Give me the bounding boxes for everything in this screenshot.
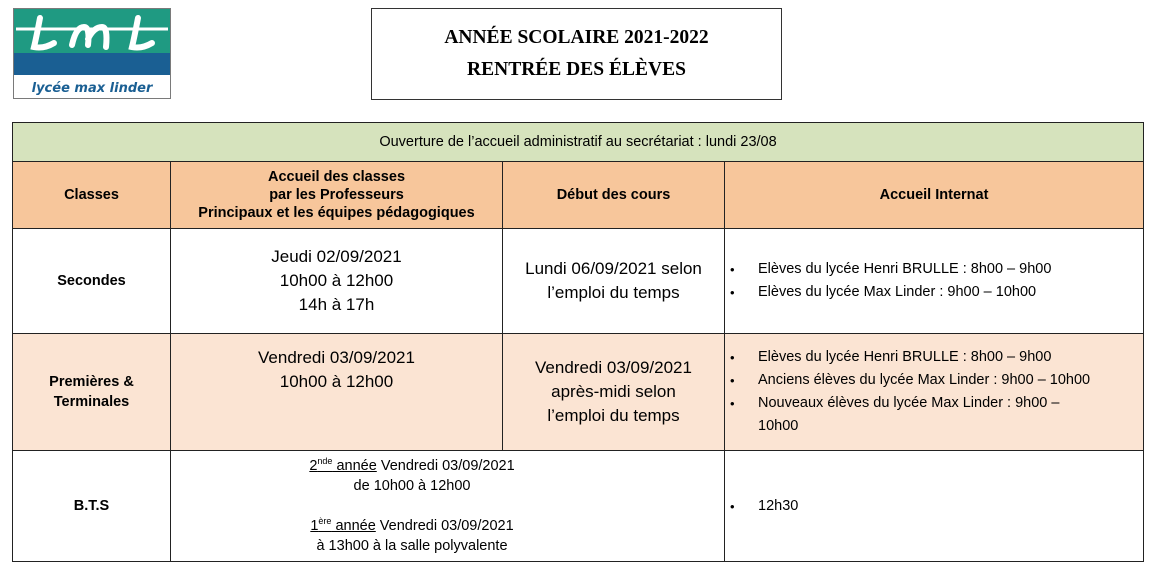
secondes-accueil-time1: 10h00 à 12h00 <box>279 271 394 290</box>
bts-year2-sup: nde <box>317 456 333 467</box>
header-accueil-line3: Principaux et les équipes pédagogiques <box>198 205 475 221</box>
header-row <box>13 162 1144 229</box>
secondes-debut <box>503 229 725 334</box>
list-item: • Elèves du lycée Max Linder : 9h00 – 10h00 <box>758 281 1143 304</box>
bts-year1-date: Vendredi 03/09/2021 <box>375 518 514 534</box>
school-year-title: ANNÉE SCOLAIRE 2021-2022 <box>444 27 709 48</box>
school-logo <box>13 8 171 99</box>
list-item-continuation: 10h00 <box>758 418 799 434</box>
class-secondes: Secondes <box>13 229 171 334</box>
premieres-debut-line1: Vendredi 03/09/2021 <box>535 358 692 377</box>
premieres-debut-line2: après-midi selon <box>551 382 676 401</box>
table-row <box>13 229 1144 334</box>
list-item: • Elèves du lycée Henri BRULLE : 8h00 – 9h00 <box>758 258 1143 281</box>
class-label-line1: Premières & <box>49 374 134 390</box>
secondes-debut-line2: l’emploi du temps <box>547 283 680 302</box>
bts-year2-date: Vendredi 03/09/2021 <box>376 458 515 474</box>
list-item: • 12h30 <box>758 495 1143 518</box>
bts-year2-line <box>301 456 523 476</box>
banner-row <box>13 123 1144 162</box>
table-row <box>13 334 1144 451</box>
spacer <box>301 496 724 516</box>
bts-year1-line <box>301 516 523 536</box>
bts-internat <box>725 451 1144 562</box>
bts-year1-sup: ère <box>318 516 332 527</box>
bts-accueil <box>171 451 725 562</box>
premieres-debut <box>503 334 725 451</box>
secondes-accueil-time2: 14h à 17h <box>298 295 375 314</box>
premieres-accueil-date: Vendredi 03/09/2021 <box>258 348 415 367</box>
logo-graphic <box>14 9 170 98</box>
bts-year2-num: 2 <box>309 458 318 474</box>
list-item: • Elèves du lycée Henri BRULLE : 8h00 – 9h00 <box>758 346 1143 369</box>
bts-year2-word: année <box>332 458 377 474</box>
secondes-internat <box>725 229 1144 334</box>
bts-year2-time: de 10h00 à 12h00 <box>353 478 471 494</box>
bts-year1-word: année <box>331 518 376 534</box>
rentree-table <box>12 122 1144 562</box>
secondes-accueil <box>171 229 503 334</box>
class-bts: B.T.S <box>13 451 171 562</box>
list-item: • Nouveaux élèves du lycée Max Linder : 9h00 – <box>758 392 1143 415</box>
header-internat: Accueil Internat <box>725 162 1144 229</box>
premieres-internat <box>725 334 1144 451</box>
title-box <box>371 8 782 100</box>
secondes-debut-line1: Lundi 06/09/2021 selon <box>525 259 702 278</box>
header-classes: Classes <box>13 162 171 229</box>
premieres-debut-line3: l’emploi du temps <box>547 406 680 425</box>
class-label-line2: Terminales <box>53 394 130 410</box>
header-accueil-line1: Accueil des classes <box>267 169 406 185</box>
bts-year1-num: 1 <box>310 518 319 534</box>
logo-subtitle: lycée max linder <box>31 81 153 96</box>
table-row <box>13 451 1144 562</box>
header-accueil-line2: par les Professeurs <box>269 187 404 203</box>
premieres-accueil <box>171 334 503 451</box>
header-debut: Début des cours <box>503 162 725 229</box>
class-premieres-terminales <box>13 334 171 451</box>
header-accueil <box>171 162 503 229</box>
admin-opening-banner: Ouverture de l’accueil administratif au secrétariat : lundi 23/08 <box>13 123 1144 162</box>
rentree-title: RENTRÉE DES ÉLÈVES <box>467 59 686 80</box>
secondes-accueil-date: Jeudi 02/09/2021 <box>271 247 402 266</box>
bts-year1-time: à 13h00 à la salle polyvalente <box>316 538 508 554</box>
premieres-accueil-time: 10h00 à 12h00 <box>279 372 394 391</box>
list-item: • Anciens élèves du lycée Max Linder : 9h00 – 10h00 <box>758 369 1143 392</box>
